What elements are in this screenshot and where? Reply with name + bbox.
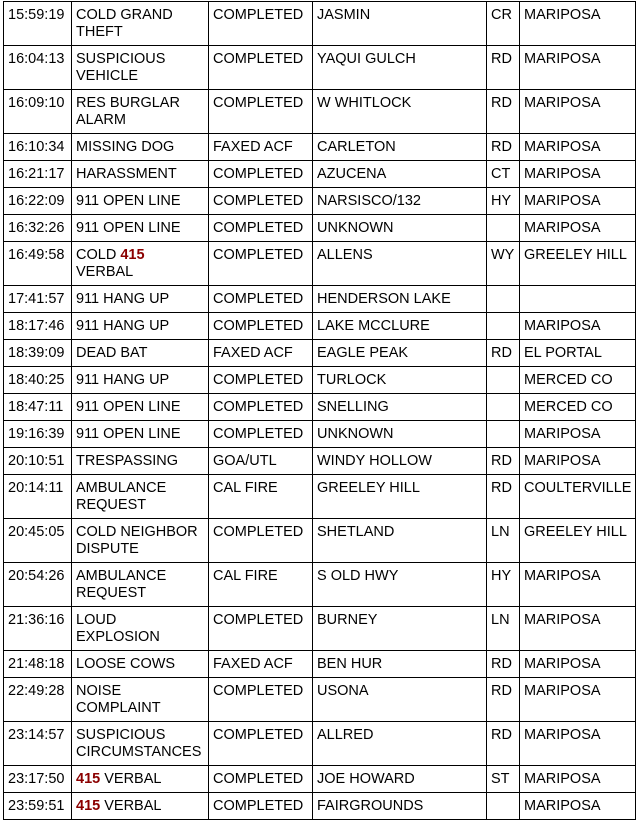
call-type-text: LOUD EXPLOSION [76, 612, 160, 645]
call-type-cell [72, 161, 209, 188]
city-cell: EL PORTAL [520, 340, 636, 367]
call-type-cell [72, 722, 209, 766]
status-cell: COMPLETED [209, 313, 313, 340]
call-type-cell [72, 242, 209, 286]
call-type-text: NOISE COMPLAINT [76, 683, 161, 716]
location-cell: BURNEY [313, 607, 487, 651]
time-cell: 16:49:58 [4, 242, 72, 286]
location-cell: ALLRED [313, 722, 487, 766]
city-cell: COULTERVILLE [520, 475, 636, 519]
call-code-highlight: 415 [120, 247, 145, 263]
time-cell: 23:14:57 [4, 722, 72, 766]
table-row [4, 607, 636, 651]
call-type-text: 911 HANG UP [76, 318, 170, 334]
street-suffix-cell: RD [487, 475, 520, 519]
call-code-highlight: 415 [76, 771, 101, 787]
city-cell [520, 286, 636, 313]
city-cell: MARIPOSA [520, 793, 636, 820]
location-cell: JOE HOWARD [313, 766, 487, 793]
city-cell: MARIPOSA [520, 188, 636, 215]
city-cell: MARIPOSA [520, 90, 636, 134]
city-cell: MERCED CO [520, 367, 636, 394]
table-row [4, 90, 636, 134]
status-cell: COMPLETED [209, 215, 313, 242]
call-type-cell [72, 651, 209, 678]
street-suffix-cell: RD [487, 448, 520, 475]
call-type-cell [72, 134, 209, 161]
call-type-text: VERBAL [100, 771, 162, 787]
call-type-text: COLD NEIGHBOR DISPUTE [76, 524, 198, 557]
city-cell: MARIPOSA [520, 215, 636, 242]
street-suffix-cell: RD [487, 46, 520, 90]
street-suffix-cell: WY [487, 242, 520, 286]
city-cell: GREELEY HILL [520, 242, 636, 286]
location-cell: USONA [313, 678, 487, 722]
status-cell: FAXED ACF [209, 651, 313, 678]
location-cell: AZUCENA [313, 161, 487, 188]
street-suffix-cell [487, 421, 520, 448]
table-row [4, 678, 636, 722]
call-type-text: LOOSE COWS [76, 656, 176, 672]
call-type-cell [72, 475, 209, 519]
location-cell: NARSISCO/132 [313, 188, 487, 215]
call-type-cell [72, 793, 209, 820]
street-suffix-cell [487, 394, 520, 421]
time-cell: 15:59:19 [4, 2, 72, 46]
time-cell: 20:54:26 [4, 563, 72, 607]
street-suffix-cell: RD [487, 90, 520, 134]
call-type-cell [72, 448, 209, 475]
street-suffix-cell: RD [487, 340, 520, 367]
location-cell: W WHITLOCK [313, 90, 487, 134]
status-cell: COMPLETED [209, 722, 313, 766]
table-row [4, 286, 636, 313]
status-cell: COMPLETED [209, 367, 313, 394]
time-cell: 20:45:05 [4, 519, 72, 563]
street-suffix-cell: RD [487, 678, 520, 722]
time-cell: 21:48:18 [4, 651, 72, 678]
city-cell: MARIPOSA [520, 563, 636, 607]
city-cell: MARIPOSA [520, 313, 636, 340]
time-cell: 16:22:09 [4, 188, 72, 215]
location-cell: UNKNOWN [313, 215, 487, 242]
table-row [4, 161, 636, 188]
call-type-text: 911 HANG UP [76, 372, 170, 388]
location-cell: FAIRGROUNDS [313, 793, 487, 820]
status-cell: COMPLETED [209, 188, 313, 215]
status-cell: COMPLETED [209, 2, 313, 46]
call-type-cell [72, 215, 209, 242]
street-suffix-cell [487, 793, 520, 820]
city-cell: MERCED CO [520, 394, 636, 421]
status-cell: COMPLETED [209, 678, 313, 722]
call-type-cell [72, 519, 209, 563]
table-row [4, 367, 636, 394]
city-cell: MARIPOSA [520, 2, 636, 46]
table-row [4, 313, 636, 340]
street-suffix-cell: CR [487, 2, 520, 46]
street-suffix-cell: CT [487, 161, 520, 188]
street-suffix-cell: HY [487, 188, 520, 215]
city-cell: MARIPOSA [520, 46, 636, 90]
city-cell: MARIPOSA [520, 722, 636, 766]
table-row [4, 448, 636, 475]
time-cell: 19:16:39 [4, 421, 72, 448]
call-type-text: 911 OPEN LINE [76, 399, 181, 415]
status-cell: CAL FIRE [209, 563, 313, 607]
time-cell: 18:17:46 [4, 313, 72, 340]
call-type-cell [72, 607, 209, 651]
location-cell: GREELEY HILL [313, 475, 487, 519]
location-cell: SNELLING [313, 394, 487, 421]
city-cell: MARIPOSA [520, 651, 636, 678]
table-row [4, 766, 636, 793]
call-type-cell [72, 394, 209, 421]
table-row [4, 2, 636, 46]
location-cell: TURLOCK [313, 367, 487, 394]
call-type-text: SUSPICIOUS VEHICLE [76, 51, 166, 84]
table-row [4, 651, 636, 678]
status-cell: COMPLETED [209, 793, 313, 820]
call-type-cell [72, 766, 209, 793]
city-cell: MARIPOSA [520, 448, 636, 475]
time-cell: 21:36:16 [4, 607, 72, 651]
table-row [4, 215, 636, 242]
table-row [4, 793, 636, 820]
call-type-text: DEAD BAT [76, 345, 148, 361]
street-suffix-cell: LN [487, 607, 520, 651]
call-type-text: 911 OPEN LINE [76, 426, 181, 442]
location-cell: HENDERSON LAKE [313, 286, 487, 313]
status-cell: COMPLETED [209, 607, 313, 651]
time-cell: 17:41:57 [4, 286, 72, 313]
status-cell: FAXED ACF [209, 134, 313, 161]
status-cell: COMPLETED [209, 519, 313, 563]
table-row [4, 421, 636, 448]
street-suffix-cell: LN [487, 519, 520, 563]
table-row [4, 563, 636, 607]
location-cell: WINDY HOLLOW [313, 448, 487, 475]
street-suffix-cell [487, 367, 520, 394]
call-type-cell [72, 340, 209, 367]
table-row [4, 722, 636, 766]
location-cell: BEN HUR [313, 651, 487, 678]
status-cell: GOA/UTL [209, 448, 313, 475]
time-cell: 16:04:13 [4, 46, 72, 90]
table-row [4, 46, 636, 90]
time-cell: 18:40:25 [4, 367, 72, 394]
time-cell: 16:09:10 [4, 90, 72, 134]
time-cell: 23:17:50 [4, 766, 72, 793]
location-cell: LAKE MCCLURE [313, 313, 487, 340]
call-type-text: MISSING DOG [76, 139, 175, 155]
call-type-cell [72, 678, 209, 722]
city-cell: MARIPOSA [520, 766, 636, 793]
call-type-text: COLD GRAND THEFT [76, 7, 173, 40]
city-cell: MARIPOSA [520, 607, 636, 651]
location-cell: UNKNOWN [313, 421, 487, 448]
time-cell: 18:39:09 [4, 340, 72, 367]
street-suffix-cell [487, 215, 520, 242]
time-cell: 18:47:11 [4, 394, 72, 421]
table-row [4, 134, 636, 161]
status-cell: COMPLETED [209, 46, 313, 90]
dispatch-log-body [4, 2, 636, 820]
call-type-text: AMBULANCE REQUEST [76, 568, 167, 601]
city-cell: MARIPOSA [520, 678, 636, 722]
time-cell: 20:10:51 [4, 448, 72, 475]
call-code-highlight: 415 [76, 798, 101, 814]
status-cell: COMPLETED [209, 161, 313, 188]
time-cell: 16:10:34 [4, 134, 72, 161]
city-cell: MARIPOSA [520, 134, 636, 161]
call-type-text: 911 OPEN LINE [76, 193, 181, 209]
street-suffix-cell [487, 286, 520, 313]
status-cell: COMPLETED [209, 766, 313, 793]
location-cell: SHETLAND [313, 519, 487, 563]
call-type-cell [72, 421, 209, 448]
table-row [4, 394, 636, 421]
call-type-cell [72, 286, 209, 313]
street-suffix-cell [487, 313, 520, 340]
street-suffix-cell: ST [487, 766, 520, 793]
call-type-text: TRESPASSING [76, 453, 179, 469]
location-cell: CARLETON [313, 134, 487, 161]
call-type-cell [72, 563, 209, 607]
table-row [4, 519, 636, 563]
status-cell: COMPLETED [209, 286, 313, 313]
time-cell: 20:14:11 [4, 475, 72, 519]
call-type-cell [72, 46, 209, 90]
call-type-text: RES BURGLAR ALARM [76, 95, 180, 128]
status-cell: COMPLETED [209, 90, 313, 134]
call-type-text: AMBULANCE REQUEST [76, 480, 167, 513]
location-cell: S OLD HWY [313, 563, 487, 607]
call-type-text: 911 OPEN LINE [76, 220, 181, 236]
call-type-text: 911 HANG UP [76, 291, 170, 307]
call-type-cell [72, 367, 209, 394]
location-cell: ALLENS [313, 242, 487, 286]
call-type-text: HARASSMENT [76, 166, 177, 182]
call-type-cell [72, 313, 209, 340]
table-row [4, 188, 636, 215]
street-suffix-cell: RD [487, 134, 520, 161]
status-cell: COMPLETED [209, 421, 313, 448]
street-suffix-cell: HY [487, 563, 520, 607]
call-type-text: VERBAL [76, 264, 134, 280]
street-suffix-cell: RD [487, 651, 520, 678]
status-cell: COMPLETED [209, 394, 313, 421]
time-cell: 22:49:28 [4, 678, 72, 722]
call-type-text: SUSPICIOUS CIRCUMSTANCES [76, 727, 202, 760]
dispatch-log-table [3, 1, 636, 820]
city-cell: GREELEY HILL [520, 519, 636, 563]
status-cell: CAL FIRE [209, 475, 313, 519]
time-cell: 23:59:51 [4, 793, 72, 820]
table-row [4, 242, 636, 286]
time-cell: 16:32:26 [4, 215, 72, 242]
street-suffix-cell: RD [487, 722, 520, 766]
city-cell: MARIPOSA [520, 421, 636, 448]
call-type-cell [72, 2, 209, 46]
call-type-cell [72, 188, 209, 215]
table-row [4, 475, 636, 519]
location-cell: JASMIN [313, 2, 487, 46]
time-cell: 16:21:17 [4, 161, 72, 188]
status-cell: FAXED ACF [209, 340, 313, 367]
location-cell: YAQUI GULCH [313, 46, 487, 90]
call-type-cell [72, 90, 209, 134]
call-type-text: COLD [76, 247, 121, 263]
call-type-text: VERBAL [100, 798, 162, 814]
status-cell: COMPLETED [209, 242, 313, 286]
location-cell: EAGLE PEAK [313, 340, 487, 367]
table-row [4, 340, 636, 367]
city-cell: MARIPOSA [520, 161, 636, 188]
